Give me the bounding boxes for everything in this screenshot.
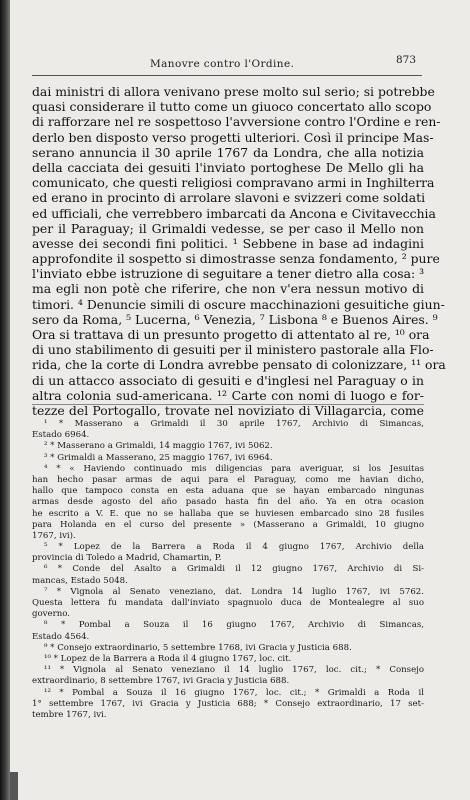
footnote-line: 1767, ivi). [32, 530, 76, 541]
footnote-line: ⁸ * Pombal a Souza il 16 giugno 1767, Archivio di Simancas, [44, 620, 424, 631]
footnote-line: ⁴ * « Haviendo continuado mis diligencias para averiguar, si los Jesuitas [44, 463, 424, 474]
body-line: per il Paraguay; il Grimaldi vedesse, se per caso il Mello non [32, 220, 424, 236]
footnote-line: ⁷ * Vignola al Senato veneziano, dat. Londra 14 luglio 1767, ivi 5762. [44, 586, 424, 597]
body-line: approfondite il sospetto si dimostrasse senza fondamento, ² pure [32, 251, 440, 267]
book-page [10, 0, 470, 800]
body-line: rida, che la corte di Londra avrebbe pensato di colonizzare, ¹¹ ora [32, 357, 446, 373]
footnote-line: hallo que tampoco consta en esta aduana que se hayan embarcado ningunas [32, 486, 424, 497]
body-line: quasi considerare il tutto come un giuoco concertato allo scopo [32, 99, 432, 115]
footnote-line: armas desde agosto del año pasado hasta fin del año. Ya en otra ocasion [32, 497, 424, 508]
footnote-line: tembre 1767, ivi. [32, 709, 107, 720]
header-rule [32, 75, 422, 76]
body-line: dai ministri di allora venivano prese molto sul serio; si potrebbe [32, 84, 435, 99]
body-line: derlo ben disposto verso progetti ulteriori. Così il principe Mas- [32, 129, 434, 145]
page-header [10, 54, 470, 72]
footnote-line: Estado 4564. [32, 631, 90, 642]
body-line: ed erano in procinto di arrolare slavoni e svizzeri come soldati [32, 190, 426, 206]
footnote-line: 1° settembre 1767, ivi Gracia y Justicia 688; * Consejo extraordinario, 17 set- [32, 698, 424, 709]
footnote-line: han hecho pasar armas de aqui para el Paraguay, como me havian dicho, [32, 474, 424, 485]
footnote-line: ¹⁰ * Lopez de la Barrera a Roda il 4 giugno 1767, loc. cit. [44, 653, 292, 664]
footnote-line: ¹ * Masserano a Grimaldi il 30 aprile 1767, Archivio di Simancas, [44, 419, 424, 429]
body-line: sero da Roma, ⁵ Lucerna, ⁶ Venezia, ⁷ Lisbona ⁸ e Buenos Aires. ⁹ [32, 311, 438, 327]
body-line: ma egli non potè che riferire, che non v'era nessun motivo di [32, 281, 424, 297]
body-line: l'inviato ebbe istruzione di seguitare a tener dietro alla cosa: ³ [32, 266, 425, 282]
footnote-line: extraordinario, 8 settembre 1767, ivi Gracia y Justicia 688. [32, 676, 290, 687]
footnote-line: he escrito a V. E. que no se hallaba que se huviesen embarcado sino 28 fusiles [32, 508, 424, 519]
footnote-line: provincia di Toledo a Madrid, Chamartin, P. [32, 553, 222, 564]
footnote-line: para Holanda en el curso del presente » (Masserano a Grimaldi, 10 giugno [32, 519, 424, 530]
body-line: della cacciata dei gesuiti l'inviato portoghese De Mello gli ha [32, 159, 424, 175]
footnote-line: governo. [32, 609, 71, 620]
body-line: tezze del Portogallo, trovate nel noviziato di Villagarcia, come [32, 402, 424, 418]
running-head: Manovre contro l'Ordine. [150, 58, 295, 70]
body-line: comunicato, che questi religiosi compravano armi in Inghilterra [32, 175, 435, 191]
footnote-rule [32, 404, 424, 405]
scan-edge-mark [10, 772, 18, 800]
footnote-line: ² * Masserano a Grimaldi, 14 maggio 1767, ivi 5062. [44, 441, 273, 452]
footnotes [32, 419, 424, 721]
footnote-line: Estado 6964. [32, 430, 90, 441]
body-line: Ora si trattava di un presunto progetto di attentato al re, ¹⁰ ora [32, 327, 430, 342]
footnote-line: Questa lettera fu mandata dall'inviato spagnuolo duca de Montealegre al suo [32, 598, 424, 608]
body-line: altra colonia sud-americana. ¹² Carte con nomi di luogo e for- [32, 387, 424, 403]
footnote-line: ¹¹ * Vignola al Senato veneziano il 14 luglio 1767, loc. cit.; * Consejo [44, 665, 424, 676]
footnote-line: ⁹ * Consejo extraordinario, 5 settembre 1768, ivi Gracia y Justicia 688. [44, 642, 352, 653]
body-text [32, 84, 446, 418]
body-line: di uno stabilimento di gesuiti per il ministero pastorale alla Flo- [32, 342, 434, 358]
body-line: di rafforzare nel re sospettoso l'avversione contro l'Ordine e ren- [32, 114, 441, 130]
footnote-line: mancas, Estado 5048. [32, 575, 128, 586]
body-line: timori. ⁴ Denuncie simili di oscure macchinazioni gesuitiche giun- [32, 296, 445, 312]
footnote-line: ⁵ * Lopez de la Barrera a Roda il 4 giugno 1767, Archivio della [44, 542, 424, 553]
body-line: serano annuncia il 30 aprile 1767 da Londra, che alla notizia [32, 144, 424, 160]
body-line: di un attacco associato di gesuiti e d'inglesi nel Paraguay o in [32, 372, 424, 388]
footnote-line: ⁶ * Conde del Asalto a Grimaldi il 12 giugno 1767, Archivio di Si- [44, 564, 424, 575]
body-line: avesse dei secondi fini politici. ¹ Sebbene in base ad indagini [32, 235, 424, 251]
body-line: ed ufficiali, che verrebbero imbarcati da Ancona e Civitavecchia [32, 205, 436, 221]
footnote-line: ³ * Grimaldi a Masserano, 25 maggio 1767, ivi 6964. [44, 452, 273, 463]
page-number: 873 [395, 54, 416, 66]
page-edge-shadow [0, 0, 10, 800]
footnote-line: ¹² * Pombal a Souza il 16 giugno 1767, loc. cit.; * Grimaldi a Roda il [44, 687, 424, 698]
